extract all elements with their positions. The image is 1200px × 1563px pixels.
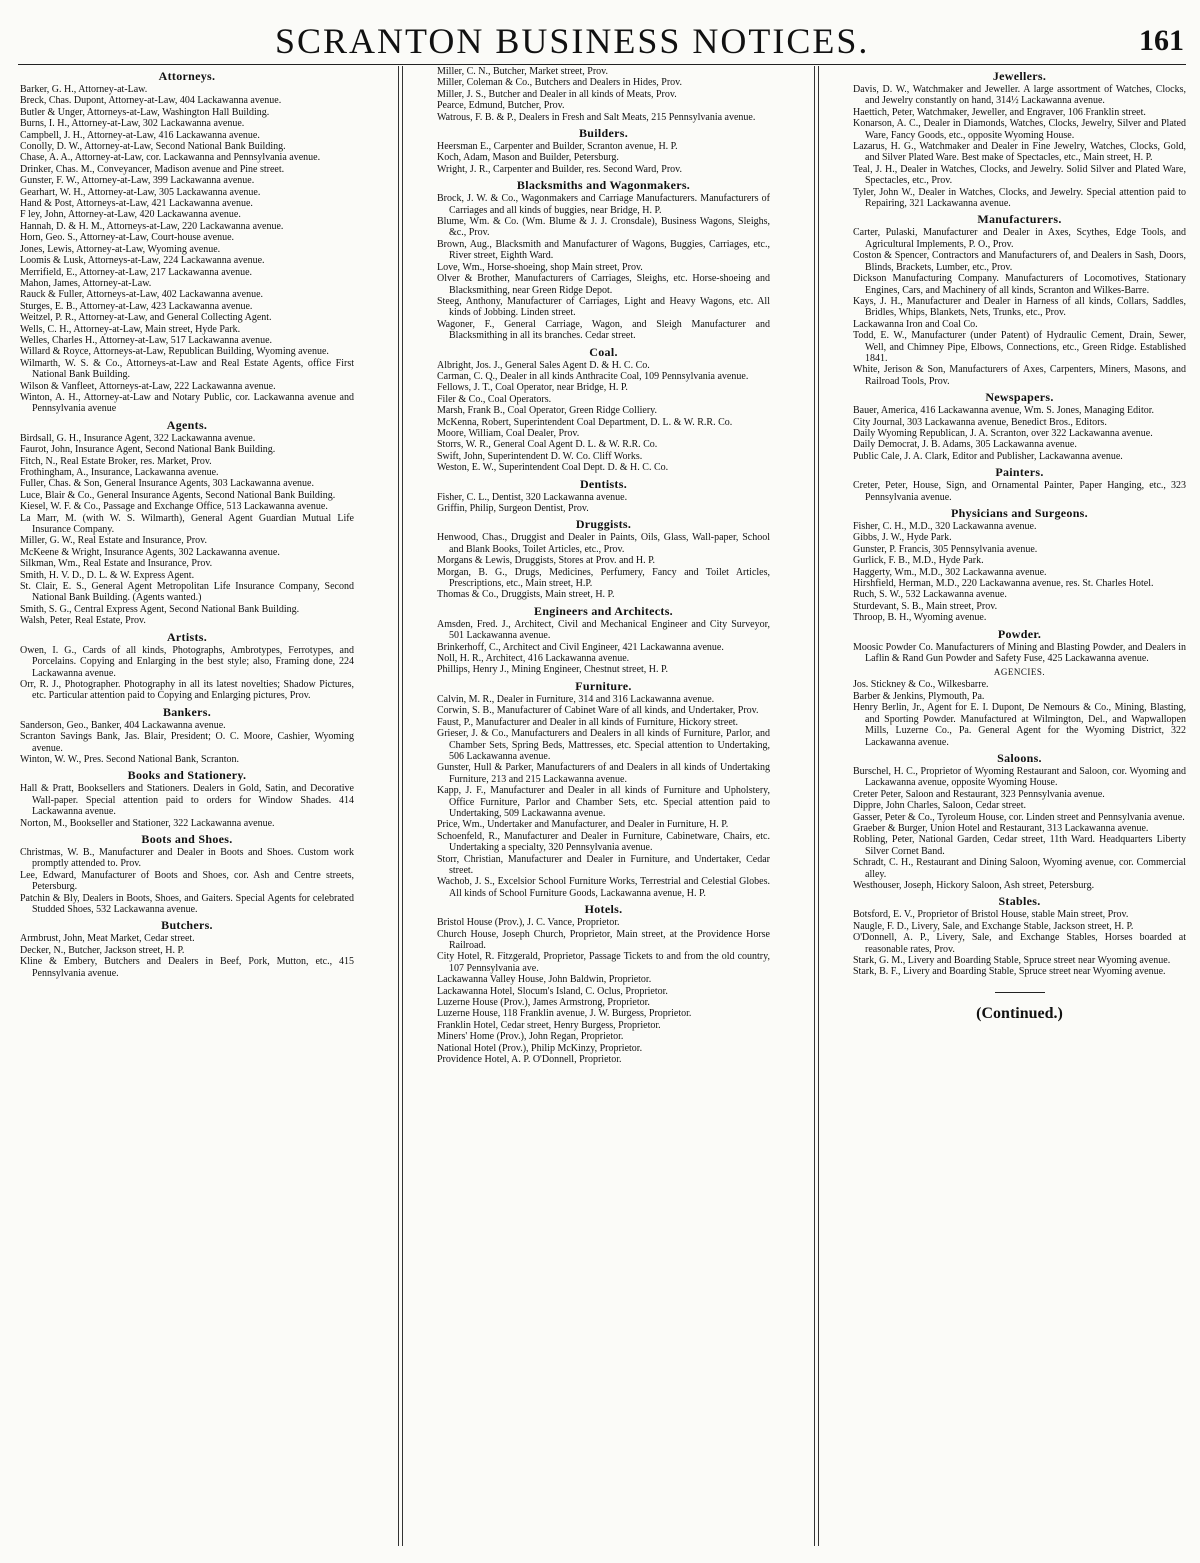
directory-entry: Price, Wm., Undertaker and Manufacturer, and Dealer in Furniture, H. P.	[437, 819, 729, 831]
directory-entry: Morgan, B. G., Drugs, Medicines, Perfumery, Fancy and Toilet Articles, Prescriptions, etc., Main street, H.P.	[437, 566, 770, 590]
section-heading: Powder.	[997, 626, 1042, 641]
directory-entry: Naugle, F. D., Livery, Sale, and Exchange Stable, Jackson street, H. P.	[853, 920, 1134, 932]
directory-entry: Brock, J. W. & Co., Wagonmakers and Carriage Manufacturers. Manufacturers of Carriages and all kinds of buggies, near Bridge, H. P.	[437, 193, 770, 216]
directory-entry: Haggerty, Wm., M.D., 302 Lackawanna avenue.	[853, 566, 1047, 578]
directory-entry: Henwood, Chas., Druggist and Dealer in Paints, Oils, Glass, Wall-paper, School and Blank Books, Toilet Articles, etc., Prov.	[437, 532, 770, 555]
directory-entry: Gearhart, W. H., Attorney-at-Law, 305 Lackawanna avenue.	[20, 186, 261, 198]
directory-entry: Welles, Charles H., Attorney-at-Law, 517 Lackawanna avenue.	[20, 334, 273, 346]
directory-entry: Albright, Jos. J., General Sales Agent D. & H. C. Co.	[437, 359, 650, 371]
directory-entry: Mahon, James, Attorney-at-Law.	[20, 277, 152, 289]
directory-entry: Gunster, P. Francis, 305 Pennsylvania avenue.	[853, 543, 1038, 555]
directory-entry: Fuller, Chas. & Son, General Insurance Agents, 303 Lackawanna avenue.	[20, 478, 314, 490]
column-3	[853, 66, 1186, 1023]
directory-entry: Watrous, F. B. & P., Dealers in Fresh and Salt Meats, 215 Pennsylvania avenue.	[437, 111, 756, 123]
directory-entry: Coston & Spencer, Contractors and Manufacturers of, and Dealers in Sash, Doors, Blinds, Brackets, Lumber, etc., Prov.	[853, 250, 1186, 273]
directory-entry: Westhouser, Joseph, Hickory Saloon, Ash street, Petersburg.	[853, 879, 1095, 891]
directory-entry: Hand & Post, Attorneys-at-Law, 421 Lackawanna avenue.	[20, 198, 253, 210]
directory-entry: City Hotel, R. Fitzgerald, Proprietor, Passage Tickets to and from the old country, 107 Pennsylvania ave.	[437, 951, 770, 974]
directory-entry: Norton, M., Bookseller and Stationer, 322 Lackawanna avenue.	[20, 817, 275, 829]
directory-entry: Lackawanna Valley House, John Baldwin, Proprietor.	[437, 974, 652, 986]
directory-entry: Carman, C. Q., Dealer in all kinds Anthracite Coal, 109 Pennsylvania avenue.	[437, 370, 749, 382]
directory-entry: Pearce, Edmund, Butcher, Prov.	[437, 100, 565, 112]
directory-entry: Marsh, Frank B., Coal Operator, Green Ridge Colliery.	[437, 405, 658, 417]
directory-entry: Swift, John, Superintendent D. W. Co. Cliff Works.	[437, 450, 643, 462]
directory-entry: Lackawanna Hotel, Slocum's Island, C. Oclus, Proprietor.	[437, 985, 668, 997]
directory-entry: Daily Democrat, J. B. Adams, 305 Lackawanna avenue.	[853, 439, 1077, 451]
directory-entry: Henry Berlin, Jr., Agent for E. I. Dupont, De Nemours & Co., Mining, Blasting, and Sporting Powder. Manufactured at Wilmington, Del., and Wapwallopen Mills, Luzerne Co., Pa. General Agent for the Wyoming District, 322 Lackawanna avenue.	[853, 702, 1186, 748]
section-heading: Butchers.	[161, 918, 213, 933]
directory-entry: Morgans & Lewis, Druggists, Stores at Prov. and H. P.	[437, 555, 656, 567]
directory-entry: Miller, J. S., Butcher and Dealer in all kinds of Meats, Prov.	[437, 88, 677, 100]
directory-entry: White, Jerison & Son, Manufacturers of Axes, Carpenters, Miners, Masons, and Railroad Tools, Prov.	[853, 364, 1186, 387]
directory-entry: Luce, Blair & Co., General Insurance Agents, Second National Bank Building.	[20, 489, 336, 501]
section-subheading: AGENCIES.	[993, 667, 1046, 678]
directory-entry: Franklin Hotel, Cedar street, Henry Burgess, Proprietor.	[437, 1019, 661, 1031]
directory-entry: Burns, I. H., Attorney-at-Law, 302 Lackawanna avenue.	[20, 118, 245, 130]
page-number: 161	[1139, 24, 1184, 57]
directory-entry: Gurlick, F. B., M.D., Hyde Park.	[853, 555, 984, 567]
directory-entry: Wells, C. H., Attorney-at-Law, Main street, Hyde Park.	[20, 323, 241, 335]
directory-entry: Phillips, Henry J., Mining Engineer, Chestnut street, H. P.	[437, 664, 668, 676]
directory-entry: Willard & Royce, Attorneys-at-Law, Republican Building, Wyoming avenue.	[20, 346, 329, 358]
section-heading: Attorneys.	[158, 69, 216, 83]
header-rule	[18, 64, 1186, 65]
directory-entry: Gasser, Peter & Co., Tyroleum House, cor. Linden street and Pennsylvania avenue.	[853, 811, 1185, 823]
directory-entry: Faurot, John, Insurance Agent, Second National Bank Building.	[20, 444, 276, 456]
section-heading: Painters.	[995, 465, 1044, 480]
directory-entry: F ley, John, Attorney-at-Law, 420 Lackawanna avenue.	[20, 209, 241, 221]
directory-entry: Smith, S. G., Central Express Agent, Second National Bank Building.	[20, 603, 300, 615]
directory-entry: Davis, D. W., Watchmaker and Jeweller. A large assortment of Watches, Clocks, and Jewelry constantly on hand, 314½ Lackawanna avenue.	[853, 84, 1186, 107]
directory-entry: Wilson & Vanfleet, Attorneys-at-Law, 222 Lackawanna avenue.	[20, 380, 276, 392]
directory-entry: Jones, Lewis, Attorney-at-Law, Wyoming avenue.	[20, 243, 221, 255]
directory-entry: Silkman, Wm., Real Estate and Insurance, Prov.	[20, 558, 213, 570]
directory-entry: Hirshfield, Herman, M.D., 220 Lackawanna avenue, res. St. Charles Hotel.	[853, 578, 1154, 590]
column-2	[437, 66, 770, 1065]
directory-entry: Winton, W. W., Pres. Second National Bank, Scranton.	[20, 753, 240, 765]
directory-entry: Throop, B. H., Wyoming avenue.	[853, 612, 987, 624]
directory-entry: Frothingham, A., Insurance, Lackawanna avenue.	[20, 467, 219, 478]
directory-entry: Sturges, E. B., Attorney-at-Law, 423 Lackawanna avenue.	[20, 300, 253, 312]
section-heading: Builders.	[578, 126, 629, 141]
directory-entry: Lazarus, H. G., Watchmaker and Dealer in Fine Jewelry, Watches, Clocks, Gold, and Silver Plated Ware. Best make of Spectacles, etc., Main street, H. P.	[853, 141, 1186, 164]
section-heading: Artists.	[166, 629, 208, 644]
directory-entry: Carter, Pulaski, Manufacturer and Dealer in Axes, Scythes, Edge Tools, and Agricultural Implements, P. O., Prov.	[853, 227, 1186, 250]
directory-entry: Luzerne House, 118 Franklin avenue, J. W. Burgess, Proprietor.	[437, 1008, 692, 1020]
directory-entry: Stark, G. M., Livery and Boarding Stable, Spruce street near Wyoming avenue.	[853, 955, 1171, 966]
directory-entry: Wachob, J. S., Excelsior School Furniture Works, Terrestrial and Celestial Globes. All kinds of School Furniture Goods, Lackawanna avenue, H. P.	[437, 876, 770, 899]
directory-entry: Kline & Embery, Butchers and Dealers in Beef, Pork, Mutton, etc., 415 Pennsylvania avenue.	[20, 956, 354, 979]
column-divider	[402, 66, 403, 1546]
directory-entry: Teal, J. H., Dealer in Watches, Clocks, and Jewelry. Solid Silver and Plated Ware, Spectacles, etc., Prov.	[853, 163, 1186, 187]
directory-entry: Love, Wm., Horse-shoeing, shop Main street, Prov.	[437, 261, 643, 273]
directory-entry: Brown, Aug., Blacksmith and Manufacturer of Wagons, Buggies, Carriages, etc., River street, Eighth Ward.	[437, 238, 770, 262]
directory-entry: Heersman E., Carpenter and Builder, Scranton avenue, H. P.	[437, 141, 678, 153]
directory-entry: Calvin, M. R., Dealer in Furniture, 314 and 316 Lackawanna avenue.	[437, 693, 715, 705]
directory-entry: Graeber & Burger, Union Hotel and Restaurant, 313 Lackawanna avenue.	[853, 822, 1149, 834]
directory-entry: Thomas & Co., Druggists, Main street, H. P.	[437, 589, 615, 601]
directory-entry: Schradt, C. H., Restaurant and Dining Saloon, Wyoming avenue, cor. Commercial alley.	[853, 857, 1186, 880]
directory-entry: Moore, William, Coal Dealer, Prov.	[437, 427, 580, 439]
directory-entry: Walsh, Peter, Real Estate, Prov.	[20, 615, 146, 627]
section-heading: Saloons.	[997, 750, 1042, 765]
directory-entry: Hannah, D. & H. M., Attorneys-at-Law, 220 Lackawanna avenue.	[20, 220, 284, 232]
directory-entry: Dippre, John Charles, Saloon, Cedar street.	[853, 800, 1027, 812]
directory-entry: Faust, P., Manufacturer and Dealer in all kinds of Furniture, Hickory street.	[437, 716, 739, 728]
directory-entry: Storr, Christian, Manufacturer and Dealer in Furniture, and Undertaker, Cedar street.	[437, 853, 770, 876]
section-heading: Manufacturers.	[977, 212, 1062, 227]
directory-entry: Stark, B. F., Livery and Boarding Stable, Spruce street near Wyoming avenue.	[853, 966, 1166, 978]
directory-entry: St. Clair, E. S., General Agent Metropolitan Life Insurance Company, Second National Bank Building. (Agents wanted.)	[20, 581, 354, 604]
directory-entry: Weston, E. W., Superintendent Coal Dept. D. & H. C. Co.	[437, 462, 669, 474]
directory-entry: Todd, E. W., Manufacturer (under Patent) of Hydraulic Cement, Drain, Sewer, Well, and Chimney Pipe, Elbows, Connections, etc., Green Ridge. Established 1841.	[853, 330, 1186, 364]
directory-entry: Wilmarth, W. S. & Co., Attorneys-at-Law and Real Estate Agents, office First National Bank Building.	[20, 357, 354, 381]
directory-entry: City Journal, 303 Lackawanna avenue, Benedict Bros., Editors.	[853, 416, 1107, 428]
directory-entry: Winton, A. H., Attorney-at-Law and Notary Public, cor. Lackawanna avenue and Pennsylvania avenue	[20, 391, 354, 415]
directory-entry: Decker, N., Butcher, Jackson street, H. P.	[20, 944, 185, 956]
directory-entry: Smith, H. V. D., D. L. & W. Express Agent.	[20, 569, 195, 581]
directory-entry: Gibbs, J. W., Hyde Park.	[853, 532, 952, 544]
directory-entry: Burschel, H. C., Proprietor of Wyoming Restaurant and Saloon, cor. Wyoming and Lackawanna avenue, opposite Wyoming House.	[853, 765, 1186, 789]
directory-entry: Butler & Unger, Attorneys-at-Law, Washington Hall Building.	[20, 106, 270, 118]
section-heading: Newspapers.	[985, 390, 1054, 405]
directory-entry: Weitzel, P. R., Attorney-at-Law, and General Collecting Agent.	[20, 312, 272, 324]
section-heading: Hotels.	[584, 902, 623, 917]
directory-entry: Hall & Pratt, Booksellers and Stationers. Dealers in Gold, Satin, and Decorative Wall-paper. Special attention paid to orders for Window Shades. 414 Lackawanna avenue.	[20, 783, 354, 818]
section-heading: Coal.	[589, 344, 618, 359]
directory-entry: Luzerne House (Prov.), James Armstrong, Proprietor.	[437, 997, 650, 1009]
directory-entry: Amsden, Fred. J., Architect, Civil and Mechanical Engineer and City Surveyor, 501 Lackawanna avenue.	[437, 618, 770, 642]
directory-entry: Wright, J. R., Carpenter and Builder, res. Second Ward, Prov.	[437, 163, 683, 175]
directory-entry: Fitch, N., Real Estate Broker, res. Market, Prov.	[20, 455, 212, 467]
directory-entry: Schoenfeld, R., Manufacturer and Dealer in Furniture, Cabinetware, Chairs, etc. Undertaking a specialty, 320 Pennsylvania avenue.	[437, 830, 770, 854]
page-header	[0, 14, 1200, 60]
column-divider	[814, 66, 815, 1546]
directory-entry: Corwin, S. B., Manufacturer of Cabinet Ware of all kinds, and Undertaker, Prov.	[437, 705, 759, 717]
directory-entry: Steeg, Anthony, Manufacturer of Carriages, Light and Heavy Wagons, etc. All kinds of Jobbing. Linden street.	[437, 295, 770, 319]
directory-entry: Breck, Chas. Dupont, Attorney-at-Law, 404 Lackawanna avenue.	[20, 95, 282, 107]
directory-entry: Bristol House (Prov.), J. C. Vance, Proprietor.	[437, 917, 620, 929]
directory-entry: Dickson Manufacturing Company. Manufacturers of Locomotives, Stationary Engines, Cars, and Machinery of all kinds, Scranton and Wilkes-Barre.	[853, 273, 1186, 296]
directory-entry: Olver & Brother, Manufacturers of Carriages, Sleighs, etc. Horse-shoeing and Blacksmithing, near Green Ridge Depot.	[437, 273, 770, 296]
section-heading: Books and Stationery.	[127, 768, 247, 783]
directory-entry: Kapp, J. F., Manufacturer and Dealer in all kinds of Furniture and Upholstery, Office Furniture, Parlor and Chamber Sets, etc. Special attention paid to Undertaking, 509 Lackawanna avenue.	[437, 785, 770, 819]
directory-entry: Moosic Powder Co. Manufacturers of Mining and Blasting Powder, and Dealers in Laflin & Rand Gun Powder and Safety Fuse, 425 Lackawanna avenue.	[853, 641, 1186, 665]
section-heading: Blacksmiths and Wagonmakers.	[516, 178, 691, 193]
directory-entry: O'Donnell, A. P., Livery, Sale, and Exchange Stables, Horses boarded at reasonable rates, Prov.	[853, 932, 1186, 955]
directory-entry: Fellows, J. T., Coal Operator, near Bridge, H. P.	[437, 382, 628, 394]
directory-entry: Barber & Jenkins, Plymouth, Pa.	[853, 690, 985, 702]
directory-entry: Church House, Joseph Church, Proprietor, Main street, at the Providence Horse Railroad.	[437, 928, 770, 951]
directory-entry: Jos. Stickney & Co., Wilkesbarre.	[853, 679, 989, 691]
directory-entry: Gunster, Hull & Parker, Manufacturers of and Dealers in all kinds of Undertaking Furniture, 213 and 215 Lackawanna avenue.	[437, 762, 770, 785]
directory-entry: McKeene & Wright, Insurance Agents, 302 Lackawanna avenue.	[20, 546, 280, 558]
directory-entry: Lee, Edward, Manufacturer of Boots and Shoes, cor. Ash and Centre streets, Petersburg.	[20, 869, 354, 893]
directory-entry: Kiesel, W. F. & Co., Passage and Exchange Office, 513 Lackawanna avenue.	[20, 501, 328, 513]
directory-entry: Blume, Wm. & Co. (Wm. Blume & J. J. Cronsdale), Business Wagons, Sleighs, &c., Prov.	[437, 216, 770, 239]
directory-entry: Brinkerhoff, C., Architect and Civil Engineer, 421 Lackawanna avenue.	[437, 641, 724, 653]
column-divider	[818, 66, 819, 1546]
directory-entry: Christmas, W. B., Manufacturer and Dealer in Boots and Shoes. Custom work promptly attended to. Prov.	[20, 846, 354, 870]
directory-entry: Miners' Home (Prov.), John Regan, Proprietor.	[437, 1031, 624, 1043]
directory-entry: National Hotel (Prov.), Philip McKinzy, Proprietor.	[437, 1042, 643, 1054]
directory-entry: Patchin & Bly, Dealers in Boots, Shoes, and Gaiters. Special Agents for celebrated Studded Shoes, 532 Lackawanna avenue.	[20, 892, 354, 915]
continued-label: (Continued.)	[976, 1004, 1063, 1022]
section-heading: Agents.	[166, 417, 208, 432]
directory-entry: Sturdevant, S. B., Main street, Prov.	[853, 600, 998, 612]
section-heading: Dentists.	[579, 476, 628, 491]
directory-entry: Bauer, America, 416 Lackawanna avenue, Wm. S. Jones, Managing Editor.	[853, 405, 1154, 417]
directory-entry: Creter Peter, Saloon and Restaurant, 323 Pennsylvania avenue.	[853, 788, 1105, 800]
column-divider	[398, 66, 399, 1546]
directory-entry: Noll, H. R., Architect, 416 Lackawanna avenue.	[437, 653, 630, 665]
section-heading: Jewellers.	[992, 69, 1047, 83]
directory-entry: Owen, I. G., Cards of all kinds, Photographs, Ambrotypes, Ferrotypes, and Porcelains. Copying and Enlarging in the best style; also, Framing done, 224 Lackawanna avenue.	[20, 644, 354, 679]
page-title: SCRANTON BUSINESS NOTICES.	[275, 21, 870, 61]
directory-entry: Ruch, S. W., 532 Lackawanna avenue.	[853, 589, 1007, 601]
directory-entry: Orr, R. J., Photographer. Photography in all its latest novelties; Shadow Pictures, etc. Particular attention paid to Copying and Enlarging pictures, Prov.	[20, 678, 354, 702]
directory-entry: Griffin, Philip, Surgeon Dentist, Prov.	[437, 503, 589, 514]
section-heading: Bankers.	[162, 704, 212, 719]
directory-entry: Creter, Peter, House, Sign, and Ornamental Painter, Paper Hanging, etc., 323 Pennsylvania avenue.	[853, 480, 1186, 503]
directory-entry: McKenna, Robert, Superintendent Coal Department, D. L. & W. R.R. Co.	[437, 416, 733, 428]
directory-entry: Miller, Coleman & Co., Butchers and Dealers in Hides, Prov.	[437, 77, 683, 89]
directory-entry: Wagoner, F., General Carriage, Wagon, and Sleigh Manufacturer and Blacksmithing in all its branches. Cedar street.	[437, 318, 770, 342]
directory-entry: Konarson, A. C., Dealer in Diamonds, Watches, Clocks, Jewelry, Silver and Plated Ware, Fancy Goods, etc., opposite Wyoming House.	[853, 118, 1186, 141]
directory-entry: Haettich, Peter, Watchmaker, Jeweller, and Engraver, 106 Franklin street.	[853, 106, 1146, 118]
directory-entry: Botsford, E. V., Proprietor of Bristol House, stable Main street, Prov.	[853, 909, 1129, 921]
column-1	[20, 66, 354, 979]
directory-entry: Tyler, John W., Dealer in Watches, Clocks, and Jewelry. Special attention paid to Repairing, 321 Lackawanna avenue.	[853, 186, 1186, 210]
directory-entry: Providence Hotel, A. P. O'Donnell, Proprietor.	[437, 1054, 622, 1066]
directory-entry: Rauck & Fuller, Attorneys-at-Law, 402 Lackawanna avenue.	[20, 289, 264, 301]
directory-entry: Merrifield, E., Attorney-at-Law, 217 Lackawanna avenue.	[20, 266, 253, 278]
section-heading: Stables.	[998, 894, 1041, 909]
directory-entry: Campbell, J. H., Attorney-at-Law, 416 Lackawanna avenue.	[20, 129, 260, 141]
directory-entry: Fisher, C. L., Dentist, 320 Lackawanna avenue.	[437, 491, 628, 503]
section-heading: Furniture.	[575, 678, 632, 693]
section-heading: Physicians and Surgeons.	[951, 506, 1088, 520]
directory-entry: Kays, J. H., Manufacturer and Dealer in Harness of all kinds, Collars, Saddles, Bridles, Whips, Blankets, Nets, Trunks, etc., Prov.	[853, 295, 1186, 319]
directory-entry: Gunster, F. W., Attorney-at-Law, 399 Lackawanna avenue.	[20, 175, 255, 187]
directory-entry: Chase, A. A., Attorney-at-Law, cor. Lackawanna and Pennsylvania avenue.	[20, 152, 321, 164]
directory-entry: Public Cale, J. A. Clark, Editor and Publisher, Lackawanna avenue.	[853, 450, 1123, 462]
directory-entry: Loomis & Lusk, Attorneys-at-Law, 224 Lackawanna avenue.	[20, 255, 265, 267]
directory-entry: Daily Wyoming Republican, J. A. Scranton, over 322 Lackawanna avenue.	[853, 427, 1153, 439]
directory-entry: Miller, G. W., Real Estate and Insurance, Prov.	[20, 535, 207, 547]
footer-rule	[995, 992, 1045, 993]
directory-entry: Robling, Peter, National Garden, Cedar street, 11th Ward. Headquarters Liberty Silver Cornet Band.	[853, 834, 1186, 857]
directory-entry: Barker, G. H., Attorney-at-Law.	[20, 84, 148, 95]
directory-entry: Lackawanna Iron and Coal Co.	[853, 318, 978, 330]
directory-entry: Koch, Adam, Mason and Builder, Petersburg.	[437, 152, 619, 164]
directory-entry: Birdsall, G. H., Insurance Agent, 322 Lackawanna avenue.	[20, 432, 256, 444]
directory-entry: Miller, C. N., Butcher, Market street, Prov.	[437, 66, 609, 77]
directory-entry: La Marr, M. (with W. S. Wilmarth), General Agent Guardian Mutual Life Insurance Company.	[20, 512, 354, 536]
directory-entry: Armbrust, John, Meat Market, Cedar street.	[20, 933, 195, 945]
section-heading: Druggists.	[575, 517, 632, 532]
directory-entry: Drinker, Chas. M., Conveyancer, Madison avenue and Pine street.	[20, 163, 285, 175]
directory-entry: Filer & Co., Coal Operators.	[437, 393, 552, 405]
directory-entry: Grieser, J. & Co., Manufacturers and Dealers in all kinds of Furniture, Parlor, and Chamber Sets, Spring Beds, Mattresses, etc. Special attention to Undertaking, 506 Lackawanna avenue.	[437, 728, 770, 762]
directory-entry: Fisher, C. H., M.D., 320 Lackawanna avenue.	[853, 521, 1037, 532]
directory-entry: Horn, Geo. S., Attorney-at-Law, Court-house avenue.	[20, 232, 235, 244]
directory-entry: Storrs, W. R., General Coal Agent D. L. & W. R.R. Co.	[437, 439, 658, 451]
directory-entry: Conolly, D. W., Attorney-at-Law, Second National Bank Building.	[20, 141, 286, 153]
section-heading: Boots and Shoes.	[141, 831, 233, 846]
directory-entry: Sanderson, Geo., Banker, 404 Lackawanna avenue.	[20, 719, 226, 731]
directory-entry: Scranton Savings Bank, Jas. Blair, President; O. C. Moore, Cashier, Wyoming avenue.	[20, 731, 354, 754]
section-heading: Engineers and Architects.	[534, 603, 673, 618]
